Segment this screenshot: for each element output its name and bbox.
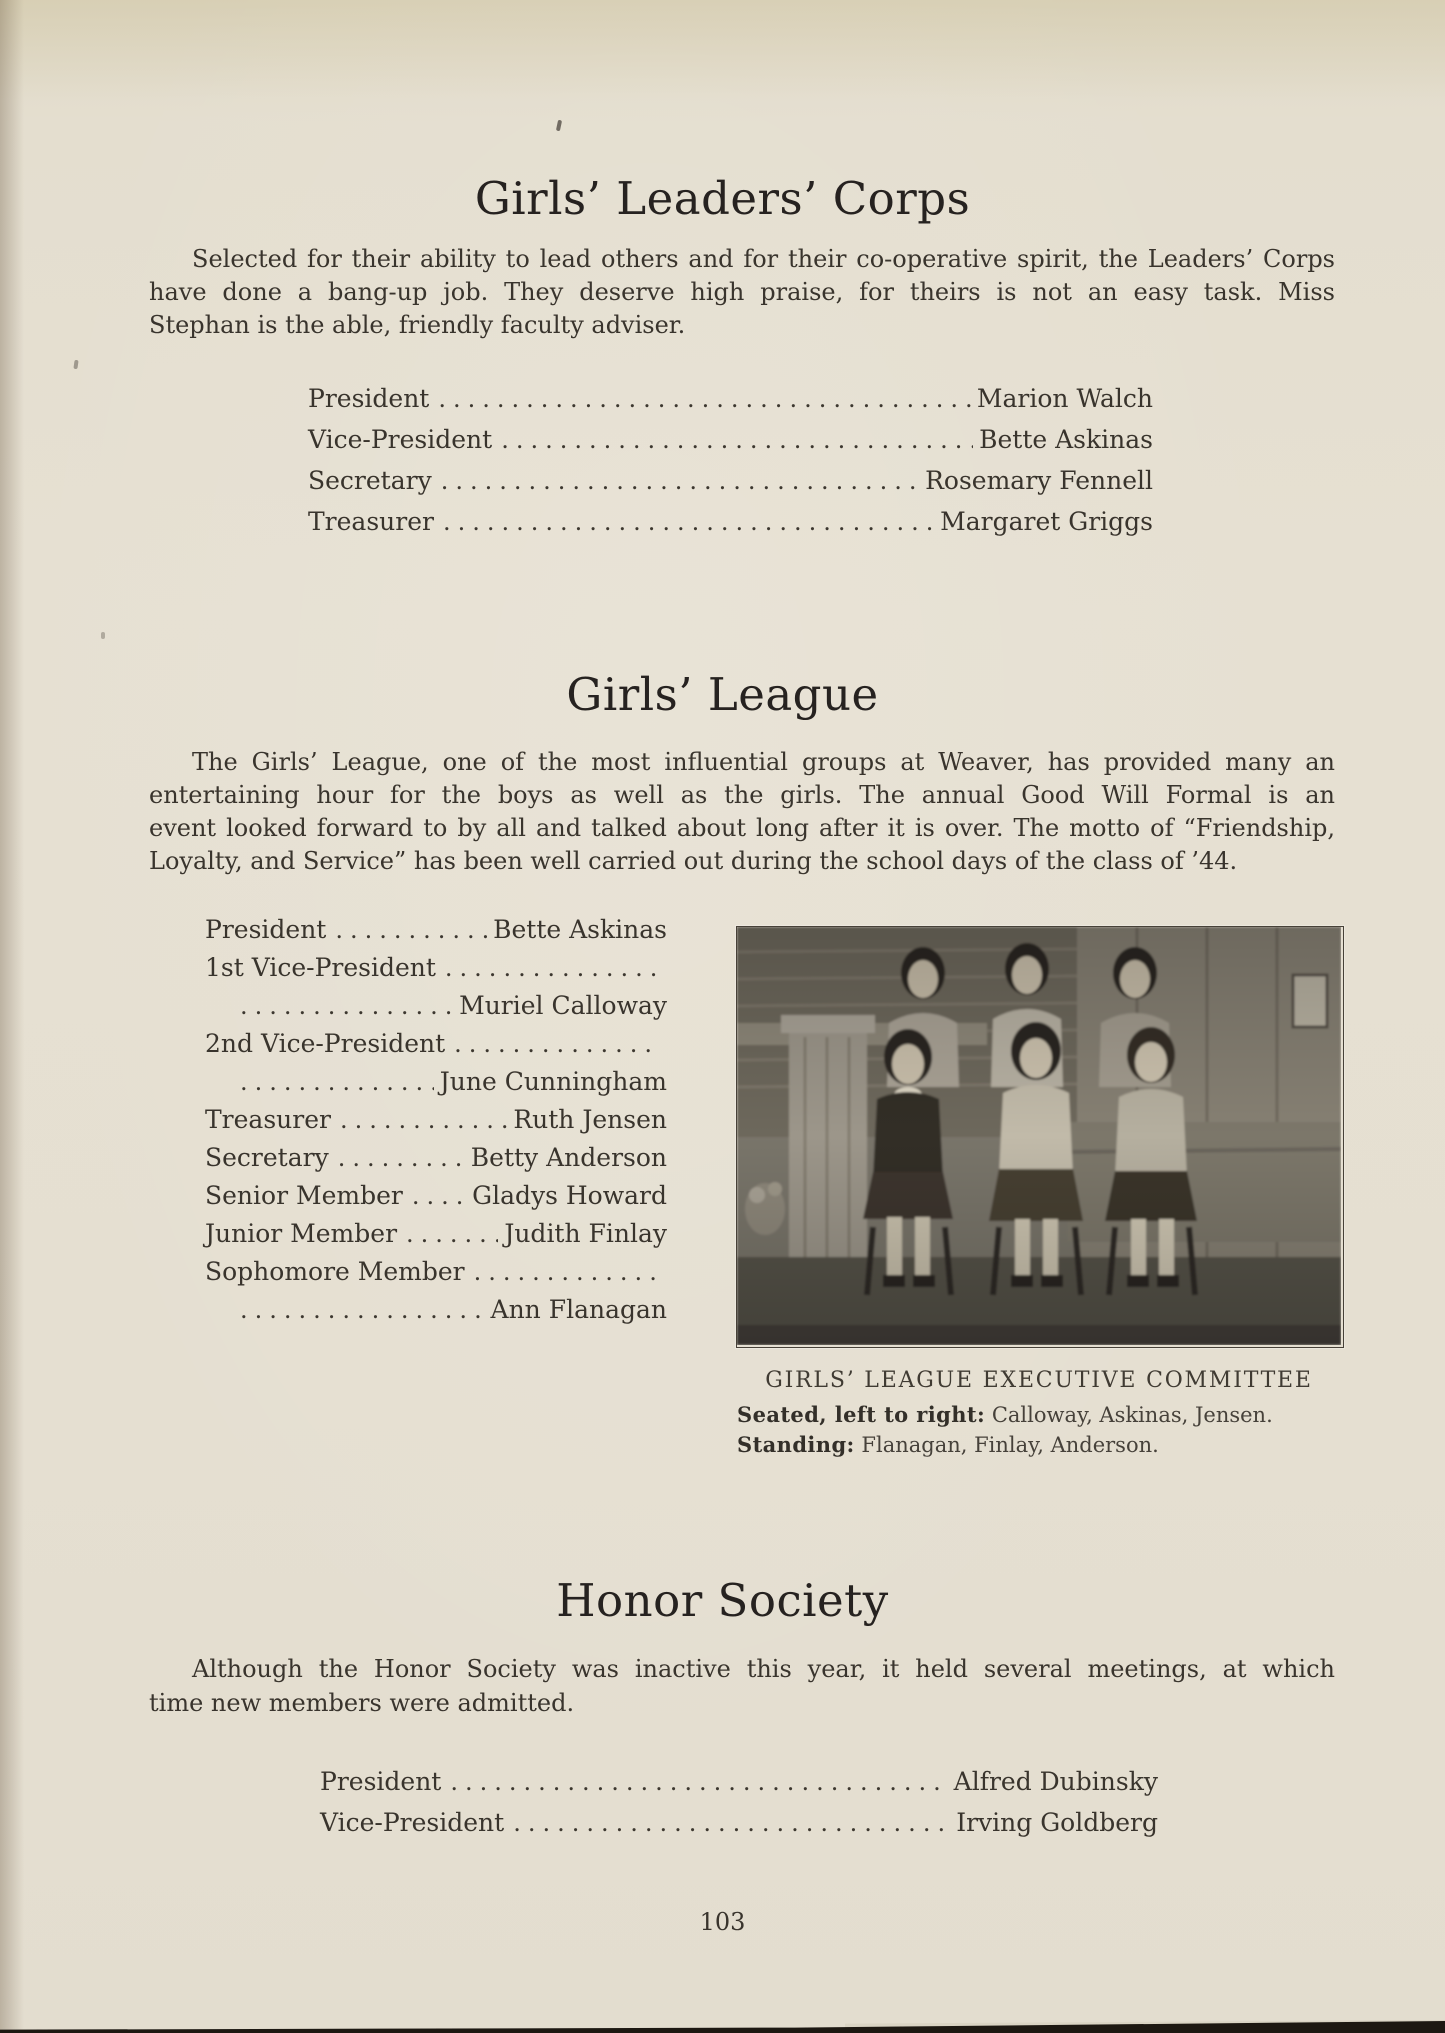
officer-role: President <box>205 915 327 944</box>
dot-leader <box>406 1220 498 1248</box>
dot-leader <box>240 1068 434 1096</box>
dot-leader <box>474 1258 661 1286</box>
scan-speck <box>101 632 105 639</box>
officer-row <box>205 916 667 944</box>
section-title-girls-league: Girls’ League <box>566 668 879 721</box>
officer-name: Bette Askinas <box>493 915 667 944</box>
dot-leader <box>513 1809 950 1837</box>
officer-row <box>205 1182 667 1210</box>
dot-leader <box>501 426 973 454</box>
officer-role: Sophomore Member <box>205 1257 465 1286</box>
officer-name: Rosemary Fennell <box>925 466 1153 495</box>
officer-name: Bette Askinas <box>979 425 1153 454</box>
photo-caption-standing <box>737 1430 1357 1460</box>
officer-row <box>308 426 1153 454</box>
paragraph-line: have done a bang-up job. They deserve high praise, for theirs is not an easy task. Miss <box>149 278 1335 306</box>
caption-names: Calloway, Askinas, Jensen. <box>991 1403 1273 1427</box>
officer-row-continuation <box>205 1068 667 1096</box>
honor-society-officer-list <box>320 1768 1158 1837</box>
dot-leader <box>454 1030 661 1058</box>
officer-name: Alfred Dubinsky <box>953 1767 1158 1796</box>
paragraph-line: Loyalty, and Service” has been well carried out during the school days of the class of ’44. <box>149 847 1238 875</box>
officer-row <box>308 385 1153 413</box>
officer-name: June Cunningham <box>439 1067 667 1096</box>
leaders-corps-paragraph <box>149 243 1335 342</box>
officer-role: Secretary <box>205 1143 329 1172</box>
dot-leader <box>441 467 919 495</box>
leaders-corps-officer-list <box>308 385 1153 536</box>
officer-role: Vice-President <box>320 1808 505 1837</box>
section-title-girls-leaders-corps: Girls’ Leaders’ Corps <box>474 172 971 225</box>
paragraph-line: time new members were admitted. <box>149 1689 575 1717</box>
officer-row-continuation <box>205 1296 667 1324</box>
officer-row <box>205 954 667 982</box>
photo-caption-title: GIRLS’ LEAGUE EXECUTIVE COMMITTEE <box>765 1368 1313 1393</box>
officer-row <box>205 1258 667 1286</box>
officer-role: Senior Member <box>205 1181 403 1210</box>
officer-role: 2nd Vice-President <box>205 1029 446 1058</box>
officer-role: Junior Member <box>205 1219 398 1248</box>
officer-role: President <box>320 1767 442 1796</box>
scan-speck <box>73 360 78 369</box>
dot-leader <box>240 1296 485 1324</box>
girls-league-officer-list <box>205 916 667 1324</box>
officer-name: Betty Anderson <box>470 1143 667 1172</box>
photo-caption-seated <box>737 1400 1357 1430</box>
officer-role: Vice-President <box>308 425 493 454</box>
officer-row <box>205 1220 667 1248</box>
paragraph-line: Although the Honor Society was inactive this year, it held several meetings, at which <box>192 1655 1335 1683</box>
paragraph-line: event looked forward to by all and talked about long after it is over. The motto of “Friendship, <box>149 814 1335 842</box>
dot-leader <box>335 916 487 944</box>
dot-leader <box>450 1768 947 1796</box>
dot-leader <box>340 1106 507 1134</box>
officer-name: Irving Goldberg <box>956 1808 1158 1837</box>
dot-leader <box>412 1182 466 1210</box>
paragraph-line: Selected for their ability to lead others and for their co-operative spirit, the Leaders’ Corps <box>192 245 1335 273</box>
group-photo <box>736 926 1344 1348</box>
scan-speck <box>556 120 562 132</box>
officer-name: Ann Flanagan <box>490 1295 667 1324</box>
caption-label: Seated, left to right: <box>737 1402 986 1427</box>
caption-label: Standing: <box>737 1432 855 1457</box>
officer-role: Treasurer <box>205 1105 331 1134</box>
officer-row <box>205 1106 667 1134</box>
dot-leader <box>338 1144 465 1172</box>
page-number: 103 <box>699 1908 746 1936</box>
dot-leader <box>438 385 971 413</box>
paragraph-line: The Girls’ League, one of the most influential groups at Weaver, has provided many an <box>192 748 1335 776</box>
paragraph-line: Stephan is the able, friendly faculty adviser. <box>149 311 686 339</box>
officer-row-continuation <box>205 992 667 1020</box>
officer-row <box>320 1768 1158 1796</box>
officer-name: Muriel Calloway <box>459 991 667 1020</box>
dot-leader <box>443 508 934 536</box>
officer-row <box>320 1809 1158 1837</box>
officer-row <box>205 1144 667 1172</box>
paragraph-line: entertaining hour for the boys as well as the girls. The annual Good Will Formal is an <box>149 781 1335 809</box>
officer-row <box>205 1030 667 1058</box>
officer-row <box>308 508 1153 536</box>
officer-name: Marion Walch <box>976 384 1153 413</box>
officer-name: Judith Finlay <box>504 1219 667 1248</box>
officer-name: Gladys Howard <box>472 1181 667 1210</box>
girls-league-paragraph <box>149 746 1335 878</box>
officer-name: Margaret Griggs <box>940 507 1153 536</box>
officer-role: Secretary <box>308 466 432 495</box>
dot-leader <box>445 954 661 982</box>
paper-top-tint <box>0 0 1445 100</box>
dot-leader <box>240 992 453 1020</box>
officer-row <box>308 467 1153 495</box>
officer-name: Ruth Jensen <box>513 1105 667 1134</box>
binding-shadow <box>0 0 24 2033</box>
caption-names: Flanagan, Finlay, Anderson. <box>861 1433 1159 1457</box>
officer-role: President <box>308 384 430 413</box>
officer-role: Treasurer <box>308 507 434 536</box>
section-title-honor-society: Honor Society <box>556 1574 889 1627</box>
officer-role: 1st Vice-President <box>205 953 436 982</box>
honor-society-paragraph <box>149 1652 1335 1720</box>
